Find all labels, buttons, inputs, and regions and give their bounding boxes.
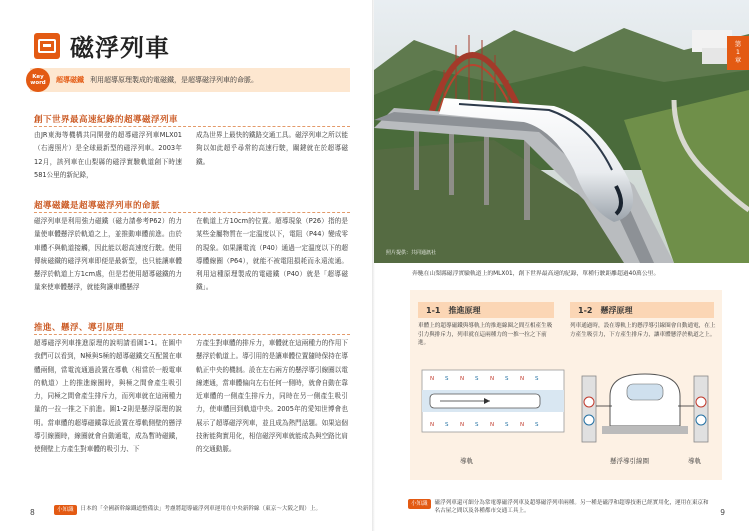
- section-divider-2: [34, 212, 350, 213]
- box1-text: 車體上的超導磁鐵與導軌上的推進線圈之間互相產生吸引力與排斥力，列車就在這兩種力的一推一拉之下前進。: [418, 323, 553, 346]
- chapter-tab: [727, 36, 749, 70]
- svg-text:S: S: [475, 422, 479, 428]
- chapter-tab-char-1: 第: [734, 40, 742, 48]
- box2-text: 列車通過時，設在導軌上的懸浮導引線圈會自動通電，在上方產生吸引力，下方產生排斥力，讓車體懸浮於軌道之上。: [570, 323, 716, 338]
- section-2-col-1: 磁浮列車是利用強力磁鐵（磁力請參考P62）的力量使車體懸浮於軌道之上，並推動車體前進。由於車體不與軌道接觸，因此能以超高速度行駛。使用傳統磁鐵的磁浮列車即便是最新型，也只能讓車體懸浮於軌道上方1cm處，但是若使用超導磁鐵的力量來使車體懸浮，就能夠讓車體懸浮: [34, 217, 182, 292]
- left-page: [0, 0, 374, 531]
- label-rail-left: 導軌: [460, 457, 473, 465]
- svg-text:S: S: [535, 422, 539, 428]
- svg-text:S: S: [535, 376, 539, 382]
- page-title: 磁浮列車: [70, 34, 170, 62]
- keyword-strip: [30, 68, 350, 92]
- svg-text:N: N: [520, 376, 525, 382]
- chapter-tab-char-3: 章: [734, 56, 742, 64]
- section-heading-3: 推進、懸浮、導引原理: [34, 323, 125, 333]
- keyword-badge-line2: word: [30, 80, 46, 86]
- svg-text:N: N: [490, 376, 495, 382]
- maglev-photo: [374, 0, 749, 263]
- tip-box-right: [408, 499, 714, 515]
- photo-credit: 照片提供：共同通訊社: [386, 250, 437, 256]
- tip-badge-right: 小知識: [408, 499, 431, 509]
- section-heading-2: 超導磁鐵是超導磁浮列車的命脈: [34, 201, 161, 211]
- section-heading-1: 創下世界最高速紀錄的超導磁浮列車: [34, 115, 179, 125]
- svg-text:N: N: [520, 422, 525, 428]
- svg-text:N: N: [460, 422, 465, 428]
- tip-badge: 小知識: [54, 505, 77, 515]
- svg-text:N: N: [430, 422, 435, 428]
- propulsion-diagram: [420, 368, 566, 434]
- section-3-col-1: 超導磁浮列車推進原理的說明請看圖1-1。在圖中我們可以看到，N極與S極的超導磁鐵交互配置在車體兩側，當電流通過設置在導軌（相當於一般電車的軌道）上的推進線圈時，與極之間會產生吸引力，同極之間會產生排斥力，而列車就在這兩種力量的一拉一推之下前進。圖1-2則是懸浮原理的說明。當車體的超導磁鐵靠近設置在導軌側壁的懸浮導引線圈時，線圈就會自動通電，成為暫時磁鐵，使側壁上方產生對車體的吸引力、下: [34, 339, 182, 454]
- svg-text:S: S: [475, 376, 479, 382]
- tip-text: 日本的「全國新幹線鐵道整備法」考慮將超導磁浮列車運用在中央新幹線（東京～大阪之間）上。: [80, 506, 322, 512]
- section-divider-3: [34, 334, 350, 335]
- section-3-col-2: 方產生對車體的排斥力，車體就在這兩種力的作用下懸浮於軌道上。導引用的是讓車體位置隨時保持在導軌正中央的機制。設在左右兩方的懸浮導引線圈以電線連通，當車體偏向左右任何一側時，就會自動在靠近車體的一側產生排斥力，同時在另一側產生吸引力，使車體回到軌道中央。2005年的愛知世博會也展示了超導磁浮列車，並且成為熱門話題。如果這個技術能夠實用化，相信磁浮列車就能成為與空路比肩的交通動脈。: [196, 339, 348, 454]
- svg-text:S: S: [505, 422, 509, 428]
- keyword-badge: [26, 68, 50, 92]
- svg-text:S: S: [505, 376, 509, 382]
- box2-title: 1-2 懸浮原理: [570, 302, 714, 318]
- keyword-term: 超導磁鐵: [56, 76, 84, 84]
- box1-title: 1-1 推進原理: [418, 302, 554, 318]
- section-1-col-1: 由JR東海等機構共同開發的超導磁浮列車MLX01（右邊照片）是全球最新型的磁浮列車。2003年12月，該列車在山梨縣的磁浮實驗軌道創下時速581公里的新紀錄，: [34, 131, 182, 179]
- section-2-col-2: 在軌道上方10cm的位置。超導現象（P26）指的是某些金屬物質在一定溫度以下，電阻（P44）變成零的現象。如果讓電流（P40）通過一定溫度以下的超導體線圈（P64），就能不被電阻損耗而永遠流通。利用這種原理製成的電磁鐵（P40）就是「超導磁鐵」。: [196, 217, 348, 292]
- svg-text:S: S: [445, 422, 449, 428]
- chapter-icon: [34, 33, 60, 59]
- page-number-right: 9: [720, 508, 725, 517]
- tip-box-left: [54, 505, 354, 515]
- section-divider-1: [34, 126, 350, 127]
- right-page: [374, 0, 749, 531]
- page-number-left: 8: [30, 508, 35, 517]
- section-1-col-2: 成為世界上最快的鐵路交通工具。磁浮列車之所以能夠以如此超乎尋常的高速行駛，關鍵就在於超導磁鐵。: [196, 131, 348, 166]
- keyword-badge-line1: Key: [32, 74, 44, 80]
- keyword-text: 利用超導原理製成的電磁鐵，是超導磁浮列車的命脈。: [90, 76, 258, 84]
- diagram-panel: [410, 290, 722, 480]
- levitation-diagram: [572, 366, 718, 452]
- svg-text:N: N: [490, 422, 495, 428]
- chapter-tab-char-2: 1: [735, 48, 741, 56]
- svg-text:S: S: [445, 376, 449, 382]
- tip-text-right: 磁浮列車還可細分為常電導磁浮列車及超導磁浮列車兩種。另一種是磁浮和超導技術已經實用化，運用在東京和名古屋之間以及各種都市交通工具上。: [434, 500, 709, 514]
- svg-text:N: N: [460, 376, 465, 382]
- svg-text:N: N: [430, 376, 435, 382]
- label-levitation-coil: 懸浮導引線圈: [610, 457, 649, 465]
- title-block: [34, 28, 170, 63]
- label-rail-right: 導軌: [688, 457, 701, 465]
- photo-caption: 奔馳在山梨縣磁浮實驗軌道上的MLX01，創下世界最高速的紀錄，單種行駛距離超過40萬公里。: [412, 271, 660, 277]
